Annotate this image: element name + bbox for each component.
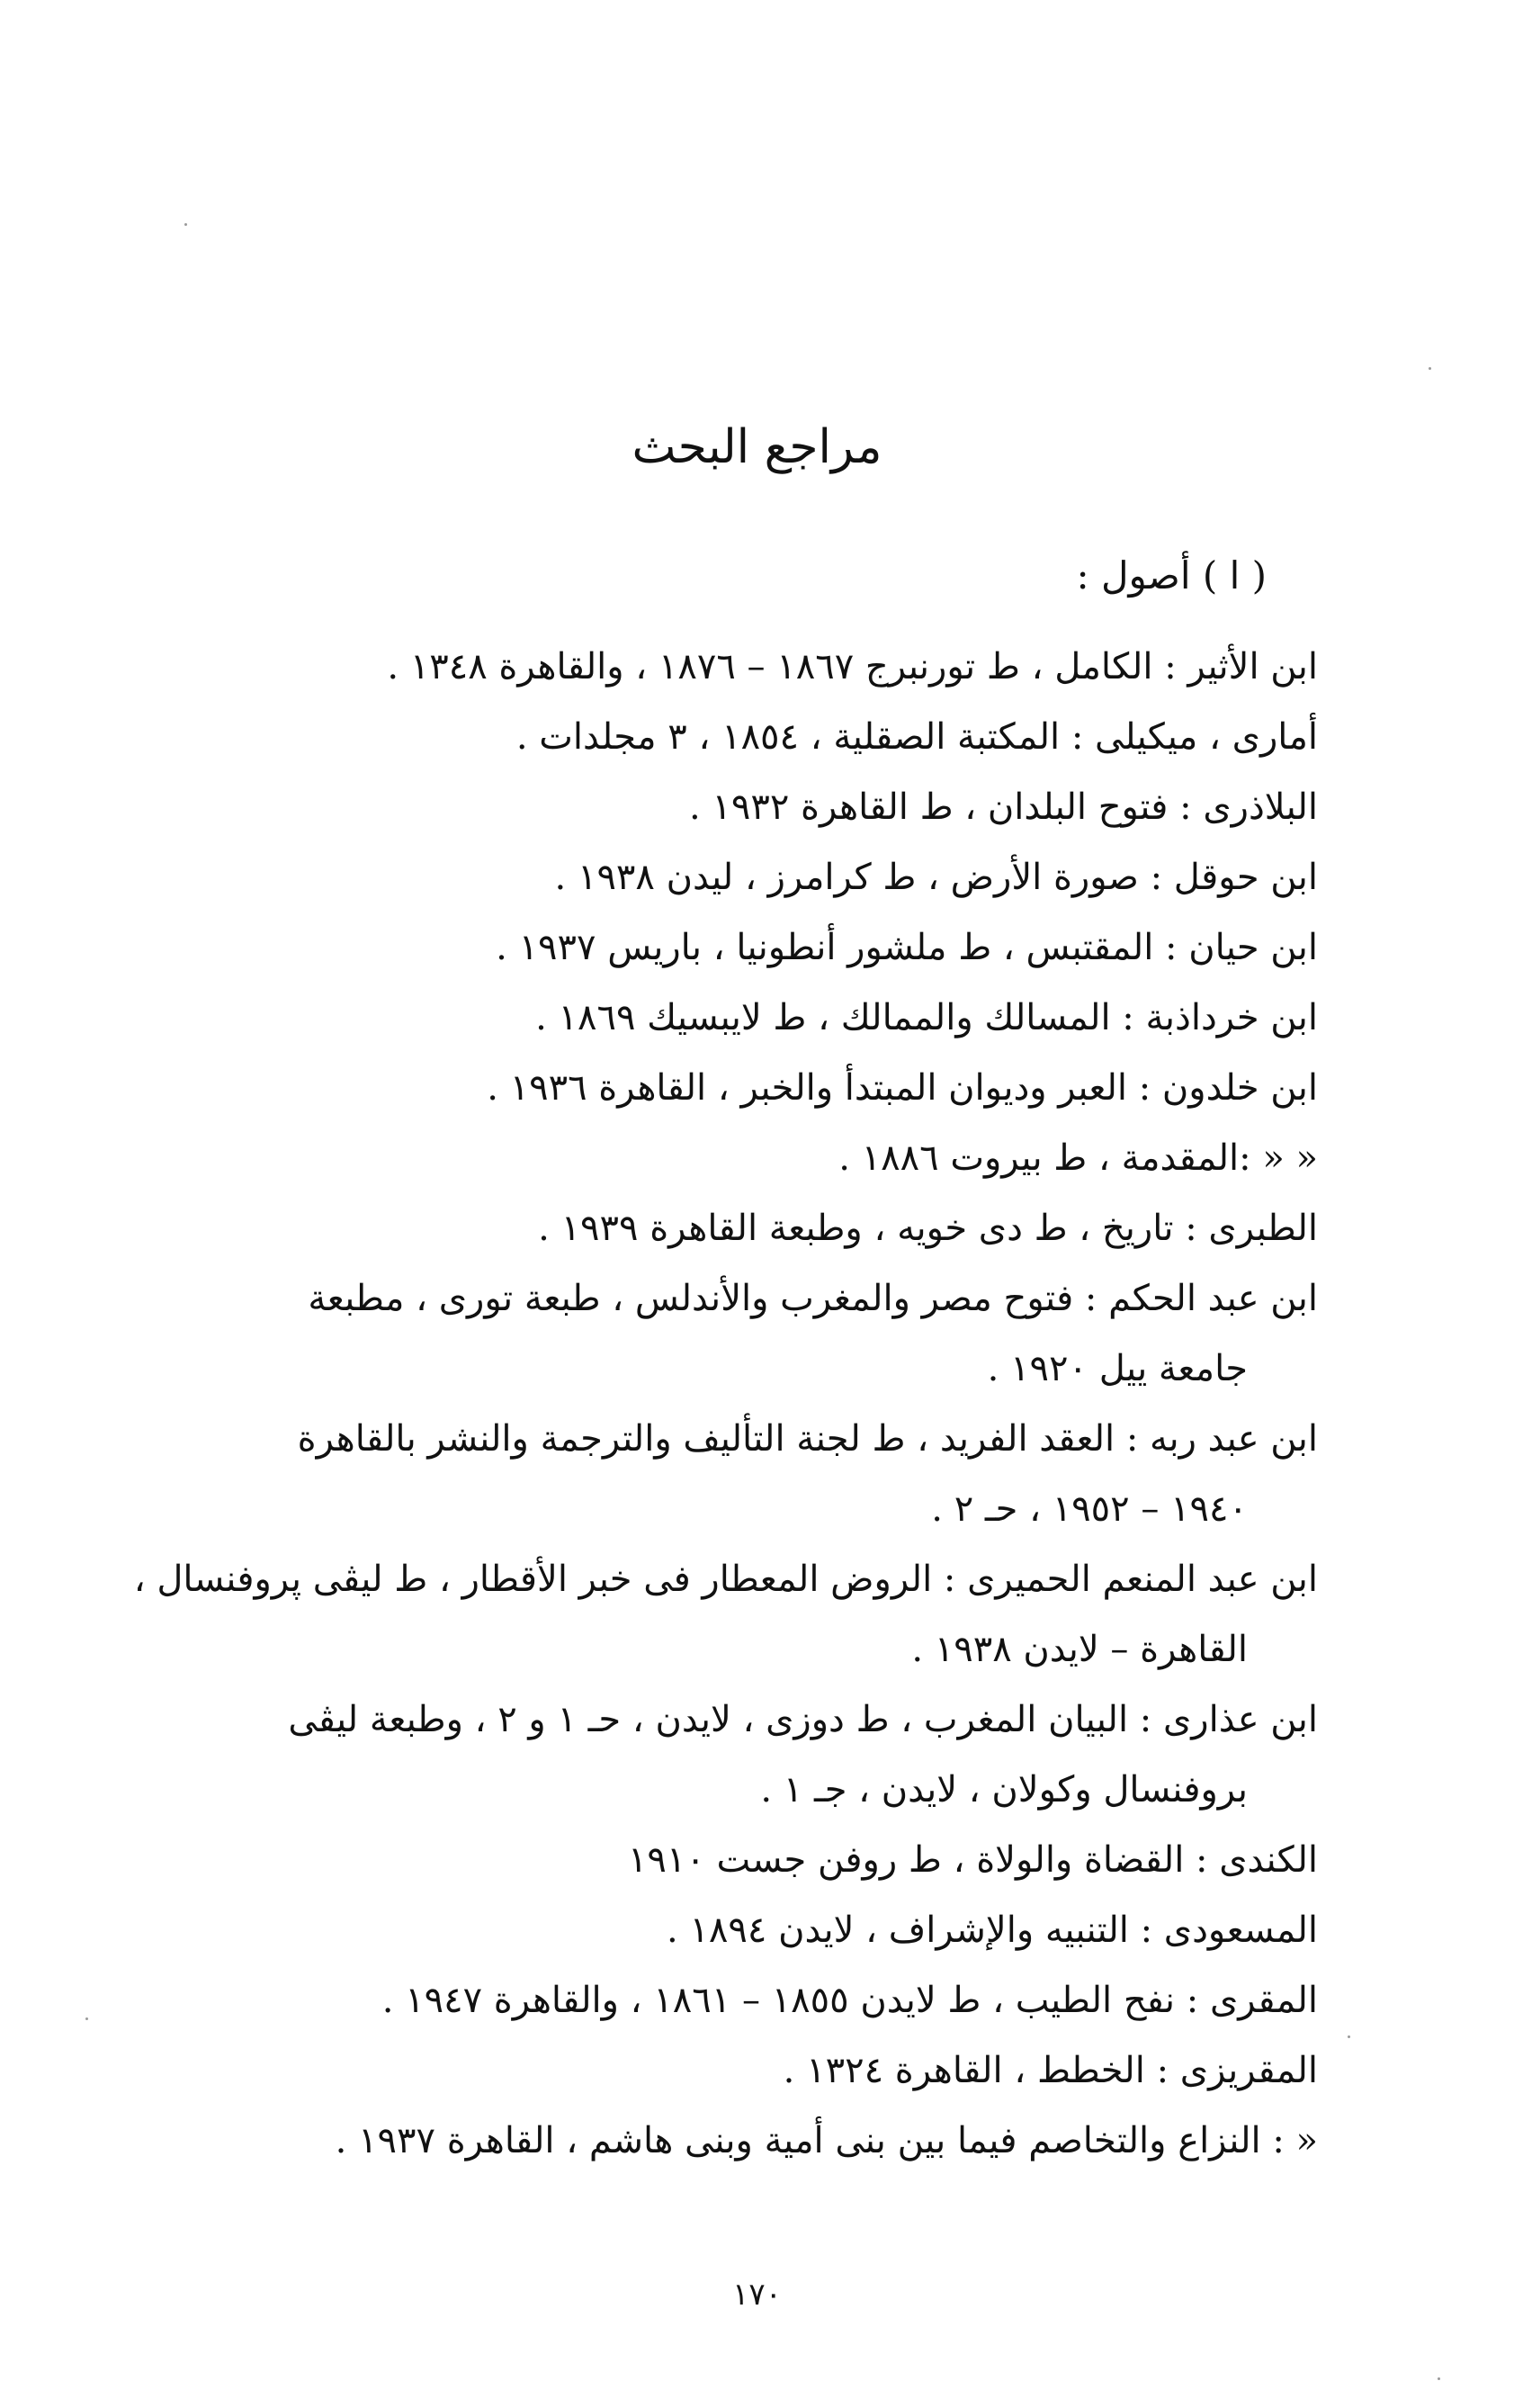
reference-entry: [189, 983, 1318, 1053]
scan-speck: [1348, 2035, 1350, 2038]
reference-entry: [189, 1895, 1318, 1965]
scan-speck: [1429, 367, 1431, 370]
reference-text: البلاذرى : فتوح البلدان ، ط القاهرة ١٩٣٢ .: [688, 786, 1318, 828]
reference-continuation: بروفنسال وكولان ، لايدن ، جـ ١ .: [760, 1769, 1248, 1810]
reference-list: [133, 632, 1318, 2176]
reference-text: الطبرى : تاريخ ، ط دى خويه ، وطبعة القاهرة ١٩٣٩ .: [538, 1208, 1318, 1249]
reference-text: المسعودى : التنبيه والإشراف ، لايدن ١٨٩٤ .: [667, 1909, 1318, 1951]
reference-entry: [189, 1825, 1318, 1895]
reference-continuation: ١٩٤٠ – ١٩٥٢ ، حـ ٢ .: [931, 1488, 1248, 1530]
section-heading: ( ا ) أصول :: [1076, 553, 1267, 598]
reference-entry: [189, 1123, 1318, 1193]
scan-speck: [184, 223, 187, 226]
reference-entry: [189, 912, 1318, 983]
reference-text: ابن حوقل : صورة الأرض ، ط كرامرز ، ليدن ١٩٣٨ .: [554, 857, 1318, 898]
reference-entry: [189, 2035, 1318, 2106]
page-number: ١٧٠: [732, 2277, 782, 2313]
reference-text: أمارى ، ميكيلى : المكتبة الصقلية ، ١٨٥٤ ، ٣ مجلدات .: [515, 716, 1318, 758]
page-title: [0, 416, 1514, 479]
reference-text: ابن عبد المنعم الحميرى : الروض المعطار فى خبر الأقطار ، ط ليڤى پروفنسال ،: [133, 1559, 1318, 1600]
reference-entry: [189, 1193, 1318, 1263]
reference-continuation: جامعة ييل ١٩٢٠ .: [987, 1348, 1248, 1389]
reference-text: ابن الأثير : الكامل ، ط تورنبرج ١٨٦٧ – ١٨٧٦ ، والقاهرة ١٣٤٨ .: [387, 646, 1318, 687]
reference-entry: [189, 1685, 1318, 1825]
reference-text: ابن حيان : المقتبس ، ط ملشور أنطونيا ، باريس ١٩٣٧ .: [496, 927, 1318, 968]
reference-text: ابن خرداذبة : المسالك والممالك ، ط لايبسيك ١٨٦٩ .: [535, 997, 1318, 1038]
reference-text: ابن عبد ربه : العقد الفريد ، ط لجنة التأليف والترجمة والنشر بالقاهرة: [297, 1418, 1318, 1460]
reference-entry: [189, 702, 1318, 772]
reference-text: المقرى : نفح الطيب ، ط لايدن ١٨٥٥ – ١٨٦١ ، والقاهرة ١٩٤٧ .: [381, 1980, 1318, 2021]
reference-entry: [189, 1404, 1318, 1544]
reference-entry: [189, 772, 1318, 842]
reference-entry: [189, 842, 1318, 912]
reference-text: ابن خلدون : العبر وديوان المبتدأ والخبر ، القاهرة ١٩٣٦ .: [487, 1067, 1318, 1109]
scan-speck: [85, 2017, 88, 2020]
scan-speck: [1438, 2377, 1440, 2380]
reference-entry: [189, 1053, 1318, 1123]
reference-entry: [189, 2106, 1318, 2176]
reference-text: ابن عبد الحكم : فتوح مصر والمغرب والأندلس ، طبعة تورى ، مطبعة: [308, 1278, 1318, 1319]
reference-text: « : النزاع والتخاصم فيما بين بنى أمية وبنى هاشم ، القاهرة ١٩٣٧ .: [335, 2120, 1318, 2161]
reference-text: « « :المقدمة ، ط بيروت ١٨٨٦ .: [838, 1137, 1318, 1179]
reference-text: ابن عذارى : البيان المغرب ، ط دوزى ، لايدن ، حـ ١ و ٢ ، وطبعة ليڤى: [288, 1699, 1318, 1740]
reference-entry: [189, 632, 1318, 702]
reference-entry: [133, 1544, 1318, 1685]
reference-entry: [189, 1965, 1318, 2035]
reference-text: الكندى : القضاة والولاة ، ط روفن جست ١٩١٠: [627, 1839, 1318, 1881]
reference-entry: [189, 1263, 1318, 1404]
page-title-text: مراجع البحث: [632, 420, 882, 474]
reference-continuation: القاهرة – لايدن ١٩٣٨ .: [911, 1629, 1248, 1670]
reference-text: المقريزى : الخطط ، القاهرة ١٣٢٤ .: [783, 2050, 1318, 2091]
